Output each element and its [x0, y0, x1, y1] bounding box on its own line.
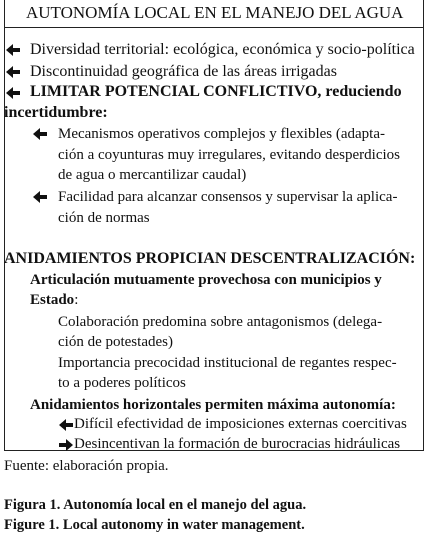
- sub-articulacion-colon: :: [74, 292, 79, 308]
- subitem-mecanismos: Mecanismos operativos complejos y flexibles (adapta-: [58, 126, 385, 142]
- arrow-left-icon: [32, 190, 48, 204]
- arrow-right-icon: [58, 438, 74, 452]
- sub-articulacion-estado: Estado: [30, 292, 75, 308]
- point-colaboracion-line2: ción de potestades): [58, 334, 173, 350]
- item-limitar-cont: incertidumbre:: [4, 104, 108, 121]
- arrow-left-icon: [5, 86, 21, 100]
- section-heading-anidamientos: ANIDAMIENTOS PROPICIAN DESCENTRALIZACIÓN:: [4, 250, 416, 267]
- subitem-mecanismos-line2: ción a coyunturas muy irregulares, evitando desperdicios: [58, 147, 400, 163]
- item-diversidad: Diversidad territorial: ecológica, económica y socio-política: [30, 41, 415, 58]
- point-importancia-line2: to a poderes políticos: [58, 375, 186, 391]
- figure-caption-en: Figure 1. Local autonomy in water management.: [4, 517, 305, 533]
- source-note: Fuente: elaboración propia.: [4, 458, 169, 474]
- item-limitar: LIMITAR POTENCIAL CONFLICTIVO, reduciendo: [30, 83, 402, 100]
- arrow-left-icon: [5, 43, 21, 57]
- arrow-left-icon: [5, 65, 21, 79]
- subitem-facilidad-line2: ción de normas: [58, 210, 150, 226]
- arrow-left-icon: [58, 418, 74, 432]
- sub-horizontales: Anidamientos horizontales permiten máxima autonomía:: [30, 397, 396, 413]
- sub-articulacion-line2: [30, 293, 78, 308]
- point-dificil: Difícil efectividad de imposiciones externas coercitivas: [74, 416, 407, 432]
- arrow-left-icon: [32, 127, 48, 141]
- figure-caption-es: Figura 1. Autonomía local en el manejo del agua.: [4, 497, 307, 513]
- title-underline: [4, 27, 424, 28]
- point-colaboracion: Colaboración predomina sobre antagonismos (delega-: [58, 314, 383, 330]
- figure-title: AUTONOMÍA LOCAL EN EL MANEJO DEL AGUA: [26, 3, 404, 22]
- point-desincentivan: Desincentivan la formación de burocracias hidráulicas: [74, 436, 401, 452]
- point-importancia: Importancia precocidad institucional de regantes respec-: [58, 355, 397, 371]
- item-discontinuidad: Discontinuidad geográfica de las áreas irrigadas: [30, 63, 337, 80]
- sub-articulacion: Articulación mutuamente provechosa con municipios y: [30, 272, 382, 288]
- subitem-facilidad: Facilidad para alcanzar consensos y supervisar la aplica-: [58, 189, 398, 205]
- subitem-mecanismos-line3: de agua o mercantilizar caudal): [58, 167, 247, 183]
